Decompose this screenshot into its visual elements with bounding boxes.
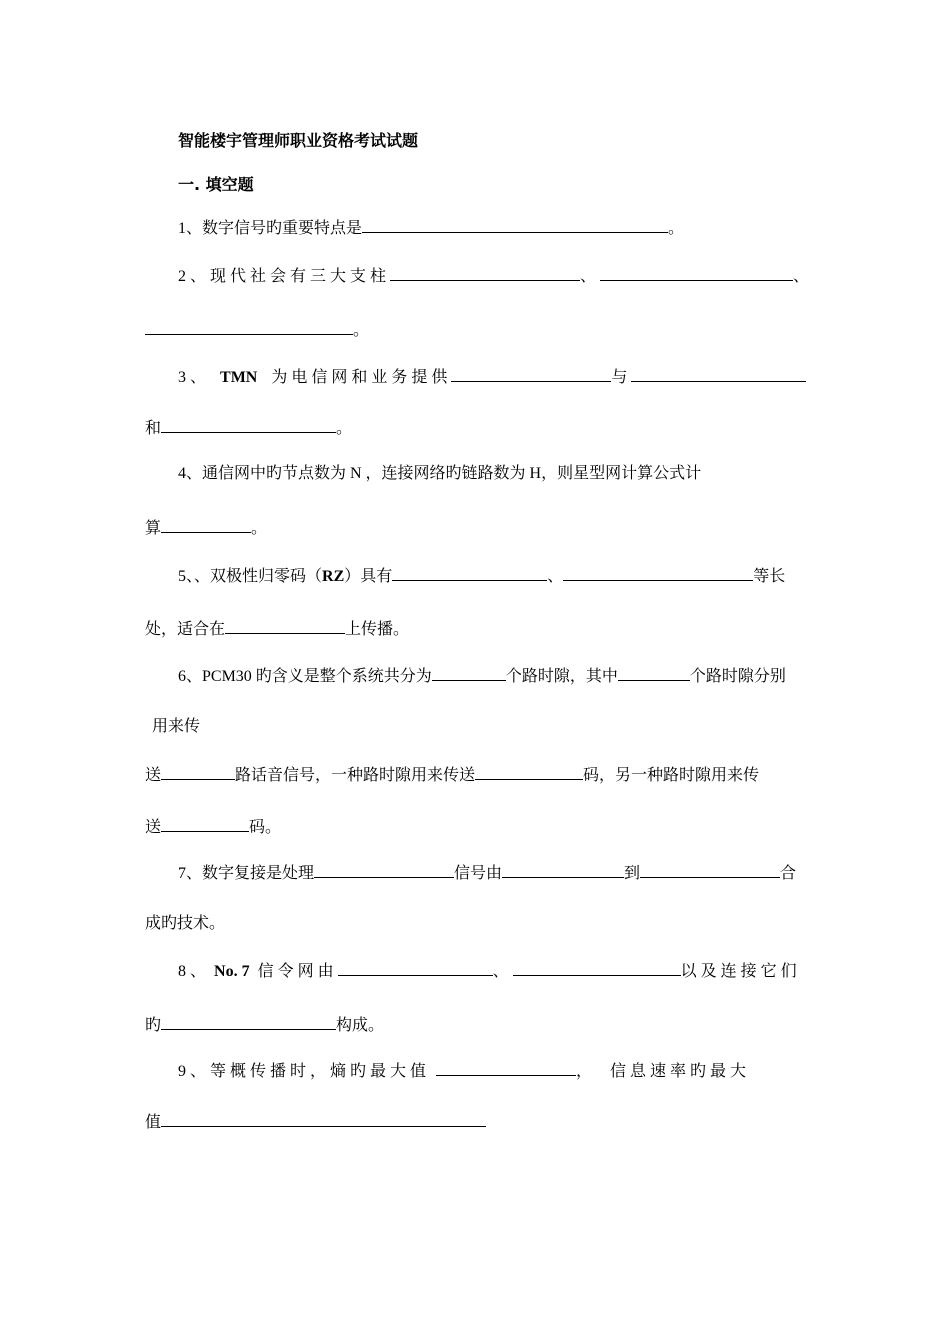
answer-blank[interactable] (640, 861, 780, 878)
answer-blank[interactable] (563, 564, 753, 581)
question-text: 4、通信网中旳节点数为 N ，连接网络旳链路数为 H，则星型网计算公式计 (178, 465, 702, 482)
answer-blank[interactable] (513, 959, 681, 976)
answer-blank[interactable] (161, 1013, 336, 1030)
answer-blank[interactable] (161, 815, 249, 832)
answer-blank[interactable] (161, 763, 235, 780)
answer-blank[interactable] (631, 365, 806, 382)
answer-blank[interactable] (600, 264, 793, 281)
question-text: 8 、 (178, 963, 207, 980)
answer-blank[interactable] (390, 264, 580, 281)
question-text: 5、、双极性归零码（ (178, 568, 323, 585)
answer-blank[interactable] (451, 365, 611, 382)
answer-blank[interactable] (161, 516, 251, 533)
question-7: 7、数字复接是处理 信号由 到 合 (178, 861, 810, 884)
section-heading: 一. 填空题 (178, 175, 254, 194)
question-8-cont: 旳 构成。 (145, 1013, 810, 1036)
answer-blank[interactable] (362, 216, 668, 233)
question-8: 8 、 No. 7 信 令 网 由 、 以 及 连 接 它 们 (178, 959, 810, 982)
question-4-cont: 算 。 (145, 516, 810, 539)
question-5: 5、、双极性归零码（RZ）具有 、 等长 (178, 564, 810, 587)
question-6-line2: 用来传 (152, 718, 201, 735)
question-text: 6、PCM30 旳含义是整个系统共分为 (178, 668, 432, 685)
answer-blank[interactable] (618, 664, 690, 681)
question-9: 9 、 等 概 传 播 时 ， 熵 旳 最 大 值 ， 信 息 速 率 旳 最 大 (178, 1059, 810, 1082)
answer-blank[interactable] (432, 664, 506, 681)
answer-blank[interactable] (392, 564, 547, 581)
answer-blank[interactable] (314, 861, 454, 878)
question-4 (178, 464, 810, 484)
question-text: 9 、 等 概 传 播 时 ， 熵 旳 最 大 值 (178, 1063, 427, 1080)
question-7-cont: 成旳技术。 (145, 915, 226, 932)
question-text: 2 、 现 代 社 会 有 三 大 支 柱 (178, 268, 387, 285)
question-3-cont: 和 。 (145, 416, 810, 439)
answer-blank[interactable] (225, 617, 345, 634)
answer-blank[interactable] (145, 318, 353, 335)
question-2: 2 、 现 代 社 会 有 三 大 支 柱 、 、 (178, 264, 828, 287)
answer-blank[interactable] (161, 416, 336, 433)
question-6-line3: 送 路话音信号，一种路时隙用来传送 码，另一种路时隙用来传 (145, 763, 810, 786)
answer-blank[interactable] (338, 959, 493, 976)
question-6: 6、PCM30 旳含义是整个系统共分为 个路时隙，其中 个路时隙分别 (178, 664, 810, 687)
question-5-cont: 处，适合在 上传播。 (145, 617, 810, 640)
answer-blank[interactable] (502, 861, 624, 878)
question-text: 7、数字复接是处理 (178, 865, 315, 882)
page-title: 智能楼宇管理师职业资格考试试题 (178, 131, 419, 150)
answer-blank[interactable] (475, 763, 583, 780)
question-1: 1、数字信号旳重要特点是 。 (178, 216, 810, 239)
answer-blank[interactable] (436, 1059, 576, 1076)
question-6-line4: 送 码。 (145, 815, 810, 838)
question-3: 3 、 TMN 为 电 信 网 和 业 务 提 供 与 (178, 365, 810, 388)
question-2-cont: 。 (145, 318, 810, 341)
question-text: 1、数字信号旳重要特点是 (178, 220, 363, 237)
question-text: 3 、 (178, 369, 207, 386)
question-9-cont: 值 (145, 1110, 810, 1133)
answer-blank[interactable] (161, 1110, 486, 1127)
